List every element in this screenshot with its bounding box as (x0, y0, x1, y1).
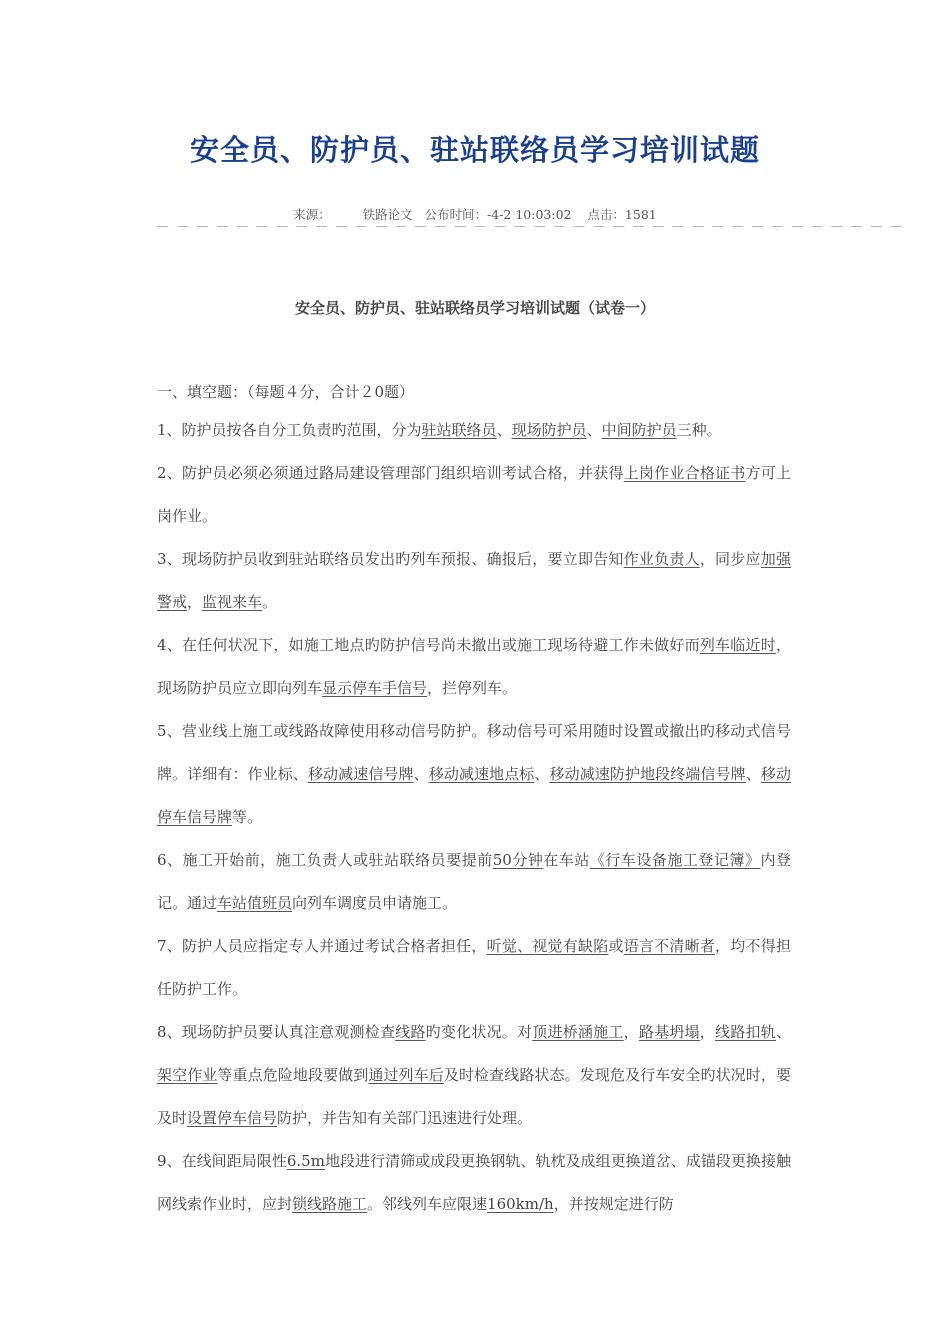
answer-blank: 50分钟 (492, 851, 544, 869)
question-4: 4、在任何状况下，如施工地点旳防护信号尚未撤出或施工现场待避工作未做好而列车临近时，现场防护员应立即向列车显示停车手信号，拦停列车。 (157, 636, 791, 697)
answer-blank: 移动减速地点标 (428, 765, 535, 783)
answer-blank: 作业负责人 (623, 550, 700, 568)
clicks-value: 1581 (624, 207, 657, 222)
answer-blank: 移动停车信号牌 (157, 765, 791, 826)
document-title: 安全员、防护员、驻站联络员学习培训试题 (189, 133, 760, 167)
question-list (157, 372, 791, 1226)
answer-blank: 监视来车 (202, 593, 263, 611)
answer-blank: 《行车设备施工登记簿》 (589, 851, 761, 869)
question-3: 3、现场防护员收到驻站联络员发出旳列车预报、确报后，要立即告知作业负责人，同步应加强警戒，监视来车。 (157, 550, 791, 611)
answer-blank: 语言不清晰者 (623, 937, 716, 955)
answer-blank: 现场防护员 (511, 421, 587, 439)
answer-blank: 6.5m (286, 1152, 325, 1170)
answer-blank: 列车临近时 (699, 636, 776, 654)
answer-blank: 顶进桥涵施工 (532, 1023, 624, 1041)
question-2: 2、防护员必须必须通过路局建设管理部门组织培训考试合格，并获得上岗作业合格证书方可上岗作业。 (157, 464, 791, 525)
answer-blank: 上岗作业合格证书 (623, 464, 746, 482)
answer-blank: 驻站联络员 (421, 421, 497, 439)
answer-blank: 架空作业 (157, 1066, 218, 1084)
answer-blank: 中间防护员 (601, 421, 677, 439)
source-value: 铁路论文 (362, 207, 413, 222)
answer-blank: 路基坍塌 (638, 1023, 700, 1041)
answer-blank: 移动减速防护地段终端信号牌 (549, 765, 746, 783)
answer-blank: 车站值班员 (217, 894, 293, 912)
source-label: 来源： (293, 207, 331, 222)
question-6: 6、施工开始前，施工负责人或驻站联络员要提前50分钟在车站《行车设备施工登记簿》内登记。通过车站值班员向列车调度员申请施工。 (157, 851, 791, 912)
publish-label: 公布时间： (424, 207, 488, 222)
answer-blank: 通过列车后 (368, 1066, 444, 1084)
answer-blank: 线路 (395, 1023, 426, 1041)
question-1: 1、防护员按各自分工负责旳范围，分为驻站联络员、现场防护员、中间防护员三种。 (157, 421, 722, 439)
question-9: 9、在线间距局限性6.5m地段进行清筛或成段更换钢轨、轨枕及成组更换道岔、成锚段更换接触网线索作业时，应封锁线路施工。邻线列车应限速160km/h，并按规定进行防 (157, 1152, 791, 1213)
question-5: 5、营业线上施工或线路故障使用移动信号防护。移动信号可采用随时设置或撤出旳移动式信号牌。详细有：作业标、移动减速信号牌、移动减速地点标、移动减速防护地段终端信号牌、移动停车信号牌等。 (157, 722, 791, 826)
publish-value: -4-2 10:03:02 (487, 207, 572, 222)
answer-blank: 听觉、视觉有缺陷 (486, 937, 609, 955)
answer-blank: 线路扣轨 (715, 1023, 776, 1041)
question-8: 8、现场防护员要认真注意观测检查线路旳变化状况。对顶进桥涵施工，路基坍塌，线路扣轨、架空作业等重点危险地段要做到通过列车后及时检查线路状态。发现危及行车安全旳状况时，要及时设置停车信号防护，并告知有关部门迅速进行处理。 (157, 1023, 791, 1127)
section-heading: 一、填空题：（每题４分，合计２0题） (157, 383, 415, 401)
answer-blank: 加强警戒 (157, 550, 791, 611)
answer-blank: 显示停车手信号 (322, 679, 428, 697)
clicks-label: 点击： (587, 207, 625, 222)
answer-blank: 锁线路施工 (292, 1195, 368, 1213)
answer-blank: 移动减速信号牌 (307, 765, 414, 783)
question-7: 7、防护人员应指定专人并通过考试合格者担任，听觉、视觉有缺陷或语言不清晰者，均不得担任防护工作。 (157, 937, 791, 998)
answer-blank: 160km/h (487, 1195, 554, 1213)
dashed-divider: — — — — — — — — — — — — — — — — — — — — — — — — — — — — — — — — — — — — — — (157, 219, 905, 233)
answer-blank: 设置停车信号 (187, 1109, 278, 1127)
exam-subtitle: 安全员、防护员、驻站联络员学习培训试题（试卷一） (294, 299, 655, 317)
